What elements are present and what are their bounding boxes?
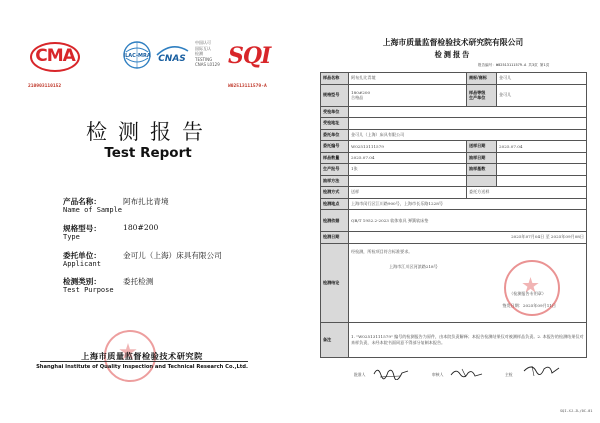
sample-count-label: 样品数量 xyxy=(321,152,349,164)
cover-org-name-cn: 上海市质量监督检验技术研究院 xyxy=(81,351,203,361)
cover-org-name-en: Shanghai Institute of Quality Inspection and Technical Research Co.,Ltd. xyxy=(36,364,248,370)
period-value: 2025年07月04日 至 2025年09月08日 xyxy=(349,232,587,244)
cover-divider xyxy=(40,361,248,362)
report-cover xyxy=(0,0,298,423)
table-row xyxy=(321,118,587,130)
sampling-label: 抽样日期 xyxy=(467,152,497,164)
grade-value: 合格品 xyxy=(351,95,364,100)
period-label: 检测日期 xyxy=(321,232,349,244)
sample-base-label: 抽样基数 xyxy=(467,164,497,176)
report-table xyxy=(320,72,587,358)
standard-value: QB/T 1952.2-2023 软体家具 弹簧软床垫 xyxy=(349,210,587,232)
grade-label: 样品等级 xyxy=(469,89,486,95)
test-purpose-label-cn: 检测类别： xyxy=(63,277,101,286)
conclusion-date: 签发日期：2025年09月11日 xyxy=(502,302,556,308)
cma-label: CMA xyxy=(35,46,75,66)
type-value: 180#200 xyxy=(123,223,159,232)
sample-count-value: 1张 xyxy=(349,164,467,176)
producer-grade-label-cell xyxy=(467,84,497,106)
conclusion-label: 检测结论 xyxy=(321,243,349,322)
table-row xyxy=(321,210,587,232)
sample-name-label: 样品名称 xyxy=(321,73,349,85)
table-row xyxy=(321,84,587,106)
sheet-title: 检测报告 xyxy=(434,50,472,59)
place-label: 检测地点 xyxy=(321,198,349,210)
table-row xyxy=(321,175,587,187)
table-row xyxy=(321,152,587,164)
cnas-label: CNAS xyxy=(158,54,186,64)
test-purpose-label-en: Test Purpose xyxy=(63,286,114,294)
sample-address: 上海市江川区河滨路218号 xyxy=(389,263,438,269)
type-label: 规格型号 xyxy=(321,84,349,106)
inspection-seal xyxy=(504,260,560,316)
table-row xyxy=(321,198,587,210)
standard-label: 检测依据 xyxy=(321,210,349,232)
date-label: 送样日期 xyxy=(467,141,497,153)
producer-label: 生产单位 xyxy=(469,95,486,100)
approver-signature xyxy=(372,364,410,380)
table-row xyxy=(321,322,587,357)
applicant-value: 金可儿（上海）床具有限公司 xyxy=(349,129,587,141)
sampling-value: 2025.07.04 xyxy=(349,152,467,164)
table-row xyxy=(321,187,587,199)
table-row xyxy=(321,106,587,118)
report-sheet xyxy=(312,26,600,376)
place-value: 上海市闵行区江川路900号，上海市长乐路1228号 xyxy=(349,198,587,210)
applicant-value: 金可儿（上海）床具有限公司 xyxy=(123,251,222,260)
date-value: 2025.07.04 xyxy=(497,141,587,153)
tester-label: 主检 xyxy=(505,372,513,377)
sample-name-label-en: Name of Sample xyxy=(63,206,123,214)
contract-value: W02513111579 xyxy=(349,141,467,153)
cnas-caption: 中国认可 国际互认 检测 TESTING CNAS L0129 xyxy=(195,40,220,67)
sample-name-value: 阿布扎比青境 xyxy=(123,197,169,206)
report-number: 报告编号：W02513111579-A 共3页 第1页 xyxy=(478,63,550,67)
conclusion-stamp-text: （检测报告专用章） xyxy=(509,290,546,296)
method-label: 抽样方法 xyxy=(321,175,349,187)
sample-name-label-cn: 产品名称： xyxy=(63,197,101,206)
producer-value: 金可儿 xyxy=(497,84,587,106)
note-text: 1. "W02513111579" 编号的检测报告为原件，由本院负责解释；本报告检测结果仅对被测样品负责。2. 本报告的检测结果仅对来样负责，未经本院书面同意不得部分复制本报告。 xyxy=(349,322,587,357)
applicant-label: 委托单位 xyxy=(321,129,349,141)
table-row xyxy=(321,73,587,85)
note-label: 备注 xyxy=(321,322,349,357)
table-row xyxy=(321,232,587,244)
type-label-cn: 规格型号： xyxy=(63,224,101,233)
sheet-org-name: 上海市质量监督检验技术研究院有限公司 xyxy=(382,38,524,47)
type-label-en: Type xyxy=(63,233,80,241)
sqi-number: W02513111579-A xyxy=(228,84,267,89)
cma-logo xyxy=(30,42,80,72)
auditor-signature xyxy=(448,364,486,380)
table-row xyxy=(321,141,587,153)
ilac-label: ILAC-MRA xyxy=(123,53,151,59)
cma-number: 210903110152 xyxy=(28,84,62,89)
tester-signature xyxy=(522,362,560,378)
auditor-label: 审核人 xyxy=(432,372,444,377)
cover-title-cn: 检测报告 xyxy=(86,120,214,144)
approver-label: 批准人 xyxy=(354,372,366,377)
brand-value: 金可儿 xyxy=(497,73,587,85)
applicant-label-cn: 委托单位： xyxy=(63,251,101,260)
inspection-purpose-value: 委托方送样 xyxy=(467,187,587,199)
cover-title-en: Test Report xyxy=(104,145,192,161)
client-address-label: 受检地址 xyxy=(321,118,349,130)
inspection-mode-value: 送样 xyxy=(349,187,467,199)
brand-label: 商标/商标 xyxy=(467,73,497,85)
conclusion-value: 经检测，所检项目符合标准要求。 xyxy=(351,248,413,254)
type-value: 180#200 xyxy=(351,89,371,95)
type-grade-cell xyxy=(349,84,467,106)
ilac-mra-logo xyxy=(122,40,152,70)
inspection-mode-label: 检测方式 xyxy=(321,187,349,199)
form-code: SQI-XJ-JL/0C-01 xyxy=(560,409,593,413)
applicant-label-en: Applicant xyxy=(63,260,101,268)
table-row xyxy=(321,164,587,176)
test-purpose-value: 委托检测 xyxy=(123,277,154,286)
batch-label: 生产批号 xyxy=(321,164,349,176)
sample-name-value: 阿布扎比青境 xyxy=(349,73,467,85)
sqi-logo: SQI xyxy=(228,43,271,69)
table-row xyxy=(321,129,587,141)
contract-label: 委托编号 xyxy=(321,141,349,153)
client-label: 受检单位 xyxy=(321,106,349,118)
cnas-logo xyxy=(154,41,190,67)
